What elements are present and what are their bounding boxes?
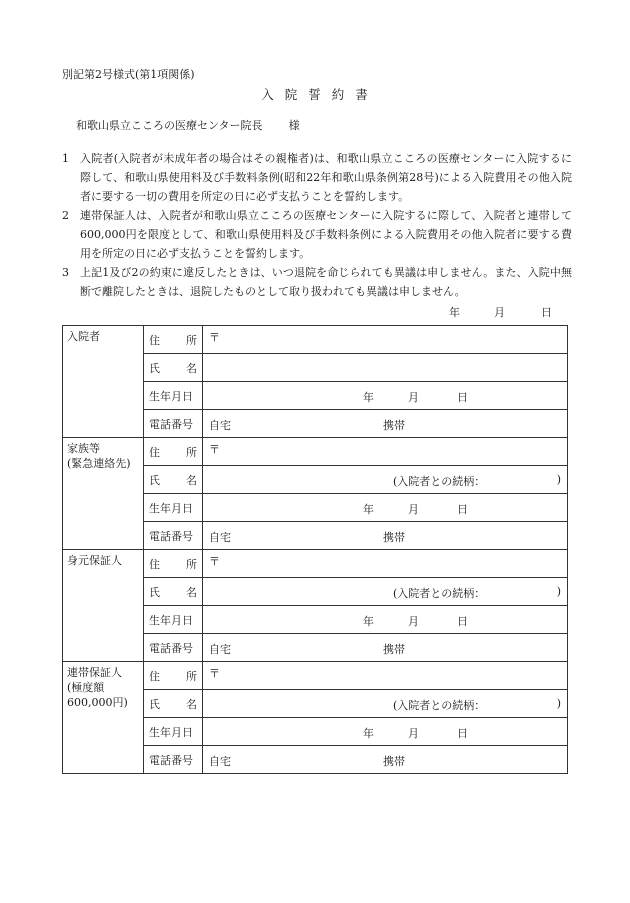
address-input[interactable] <box>203 438 568 466</box>
postal-mark: 〒 <box>209 555 220 568</box>
birthdate-label: 生年月日 <box>144 382 203 410</box>
birthdate-input[interactable]: 年 月 日 <box>203 718 568 746</box>
section-label-joint-guarantor: 連帯保証人 (極度額 600,000円) <box>63 662 144 774</box>
address-label: 住所 <box>144 550 203 578</box>
clause-number: 3 <box>62 266 69 279</box>
postal-mark: 〒 <box>209 331 220 344</box>
table-row <box>63 438 568 466</box>
address-input[interactable] <box>203 662 568 690</box>
name-input[interactable]: (入院者との続柄： ) <box>203 690 568 718</box>
address-label: 住所 <box>144 326 203 354</box>
name-label: 氏名 <box>144 466 203 494</box>
addressee-line <box>76 117 300 133</box>
date-year-label: 年 <box>449 306 460 319</box>
name-input[interactable] <box>203 354 568 382</box>
clause-3 <box>62 263 572 301</box>
address-label: 住所 <box>144 438 203 466</box>
phone-input[interactable]: 自宅 携帯 <box>203 634 568 662</box>
clause-number: 1 <box>62 152 69 165</box>
clause-1 <box>62 149 572 206</box>
phone-input[interactable]: 自宅 携帯 <box>203 746 568 774</box>
clause-text: 上記1及び2の約束に違反したときは、いつ退院を命じられても異議は申しません。また、入院中無断で離院したときは、退院したものとして取り扱われても異議は申しません。 <box>80 266 572 298</box>
phone-label: 電話番号 <box>144 410 203 438</box>
name-input[interactable]: (入院者との続柄： ) <box>203 466 568 494</box>
phone-label: 電話番号 <box>144 522 203 550</box>
applicant-table <box>62 325 568 774</box>
address-input[interactable] <box>203 550 568 578</box>
postal-mark: 〒 <box>209 443 220 456</box>
phone-input[interactable]: 自宅 携帯 <box>203 522 568 550</box>
phone-label: 電話番号 <box>144 746 203 774</box>
birthdate-label: 生年月日 <box>144 494 203 522</box>
birthdate-input[interactable]: 年 月 日 <box>203 382 568 410</box>
name-label: 氏名 <box>144 354 203 382</box>
birthdate-label: 生年月日 <box>144 718 203 746</box>
phone-label: 電話番号 <box>144 634 203 662</box>
birthdate-input[interactable]: 年 月 日 <box>203 494 568 522</box>
document-title: 入院誓約書 <box>261 87 379 102</box>
date-month-label: 月 <box>494 306 505 319</box>
section-label-family: 家族等 (緊急連絡先) <box>63 438 144 550</box>
section-label-patient <box>63 326 144 438</box>
name-label: 氏名 <box>144 690 203 718</box>
addressee-honorific: 様 <box>288 119 300 132</box>
clause-text: 入院者(入院者が未成年者の場合はその親権者)は、和歌山県立こころの医療センターに入院するに際して、和歌山県使用料及び手数料条例(昭和22年和歌山県条例第28号)による入院費用その他入院者に要する一切の費用を所定の日に必ず支払うことを誓約します。 <box>80 152 572 203</box>
name-label: 氏名 <box>144 578 203 606</box>
address-input[interactable] <box>203 326 568 354</box>
table-row <box>63 326 568 354</box>
form-number-label: 別記第2号様式(第1項関係) <box>62 68 195 81</box>
birthdate-label: 生年月日 <box>144 606 203 634</box>
role-line: 入院者 <box>67 330 100 343</box>
clause-number: 2 <box>62 209 69 222</box>
addressee-name: 和歌山県立こころの医療センター院長 <box>76 119 263 132</box>
phone-input[interactable]: 自宅 携帯 <box>203 410 568 438</box>
section-label-guarantor: 身元保証人 <box>63 550 144 662</box>
clause-2 <box>62 206 572 263</box>
name-input[interactable]: (入院者との続柄： ) <box>203 578 568 606</box>
table-row <box>63 662 568 690</box>
clause-text: 連帯保証人は、入院者が和歌山県立こころの医療センターに入院するに際して、入院者と連帯して600,000円を限度として、和歌山県使用料及び手数料条例による入院費用その他入院者に要する費用を所定の日に必ず支払うことを誓約します。 <box>80 209 572 260</box>
address-label: 住所 <box>144 662 203 690</box>
postal-mark: 〒 <box>209 667 220 680</box>
table-row <box>63 550 568 578</box>
date-day-label: 日 <box>541 306 552 319</box>
birthdate-input[interactable]: 年 月 日 <box>203 606 568 634</box>
